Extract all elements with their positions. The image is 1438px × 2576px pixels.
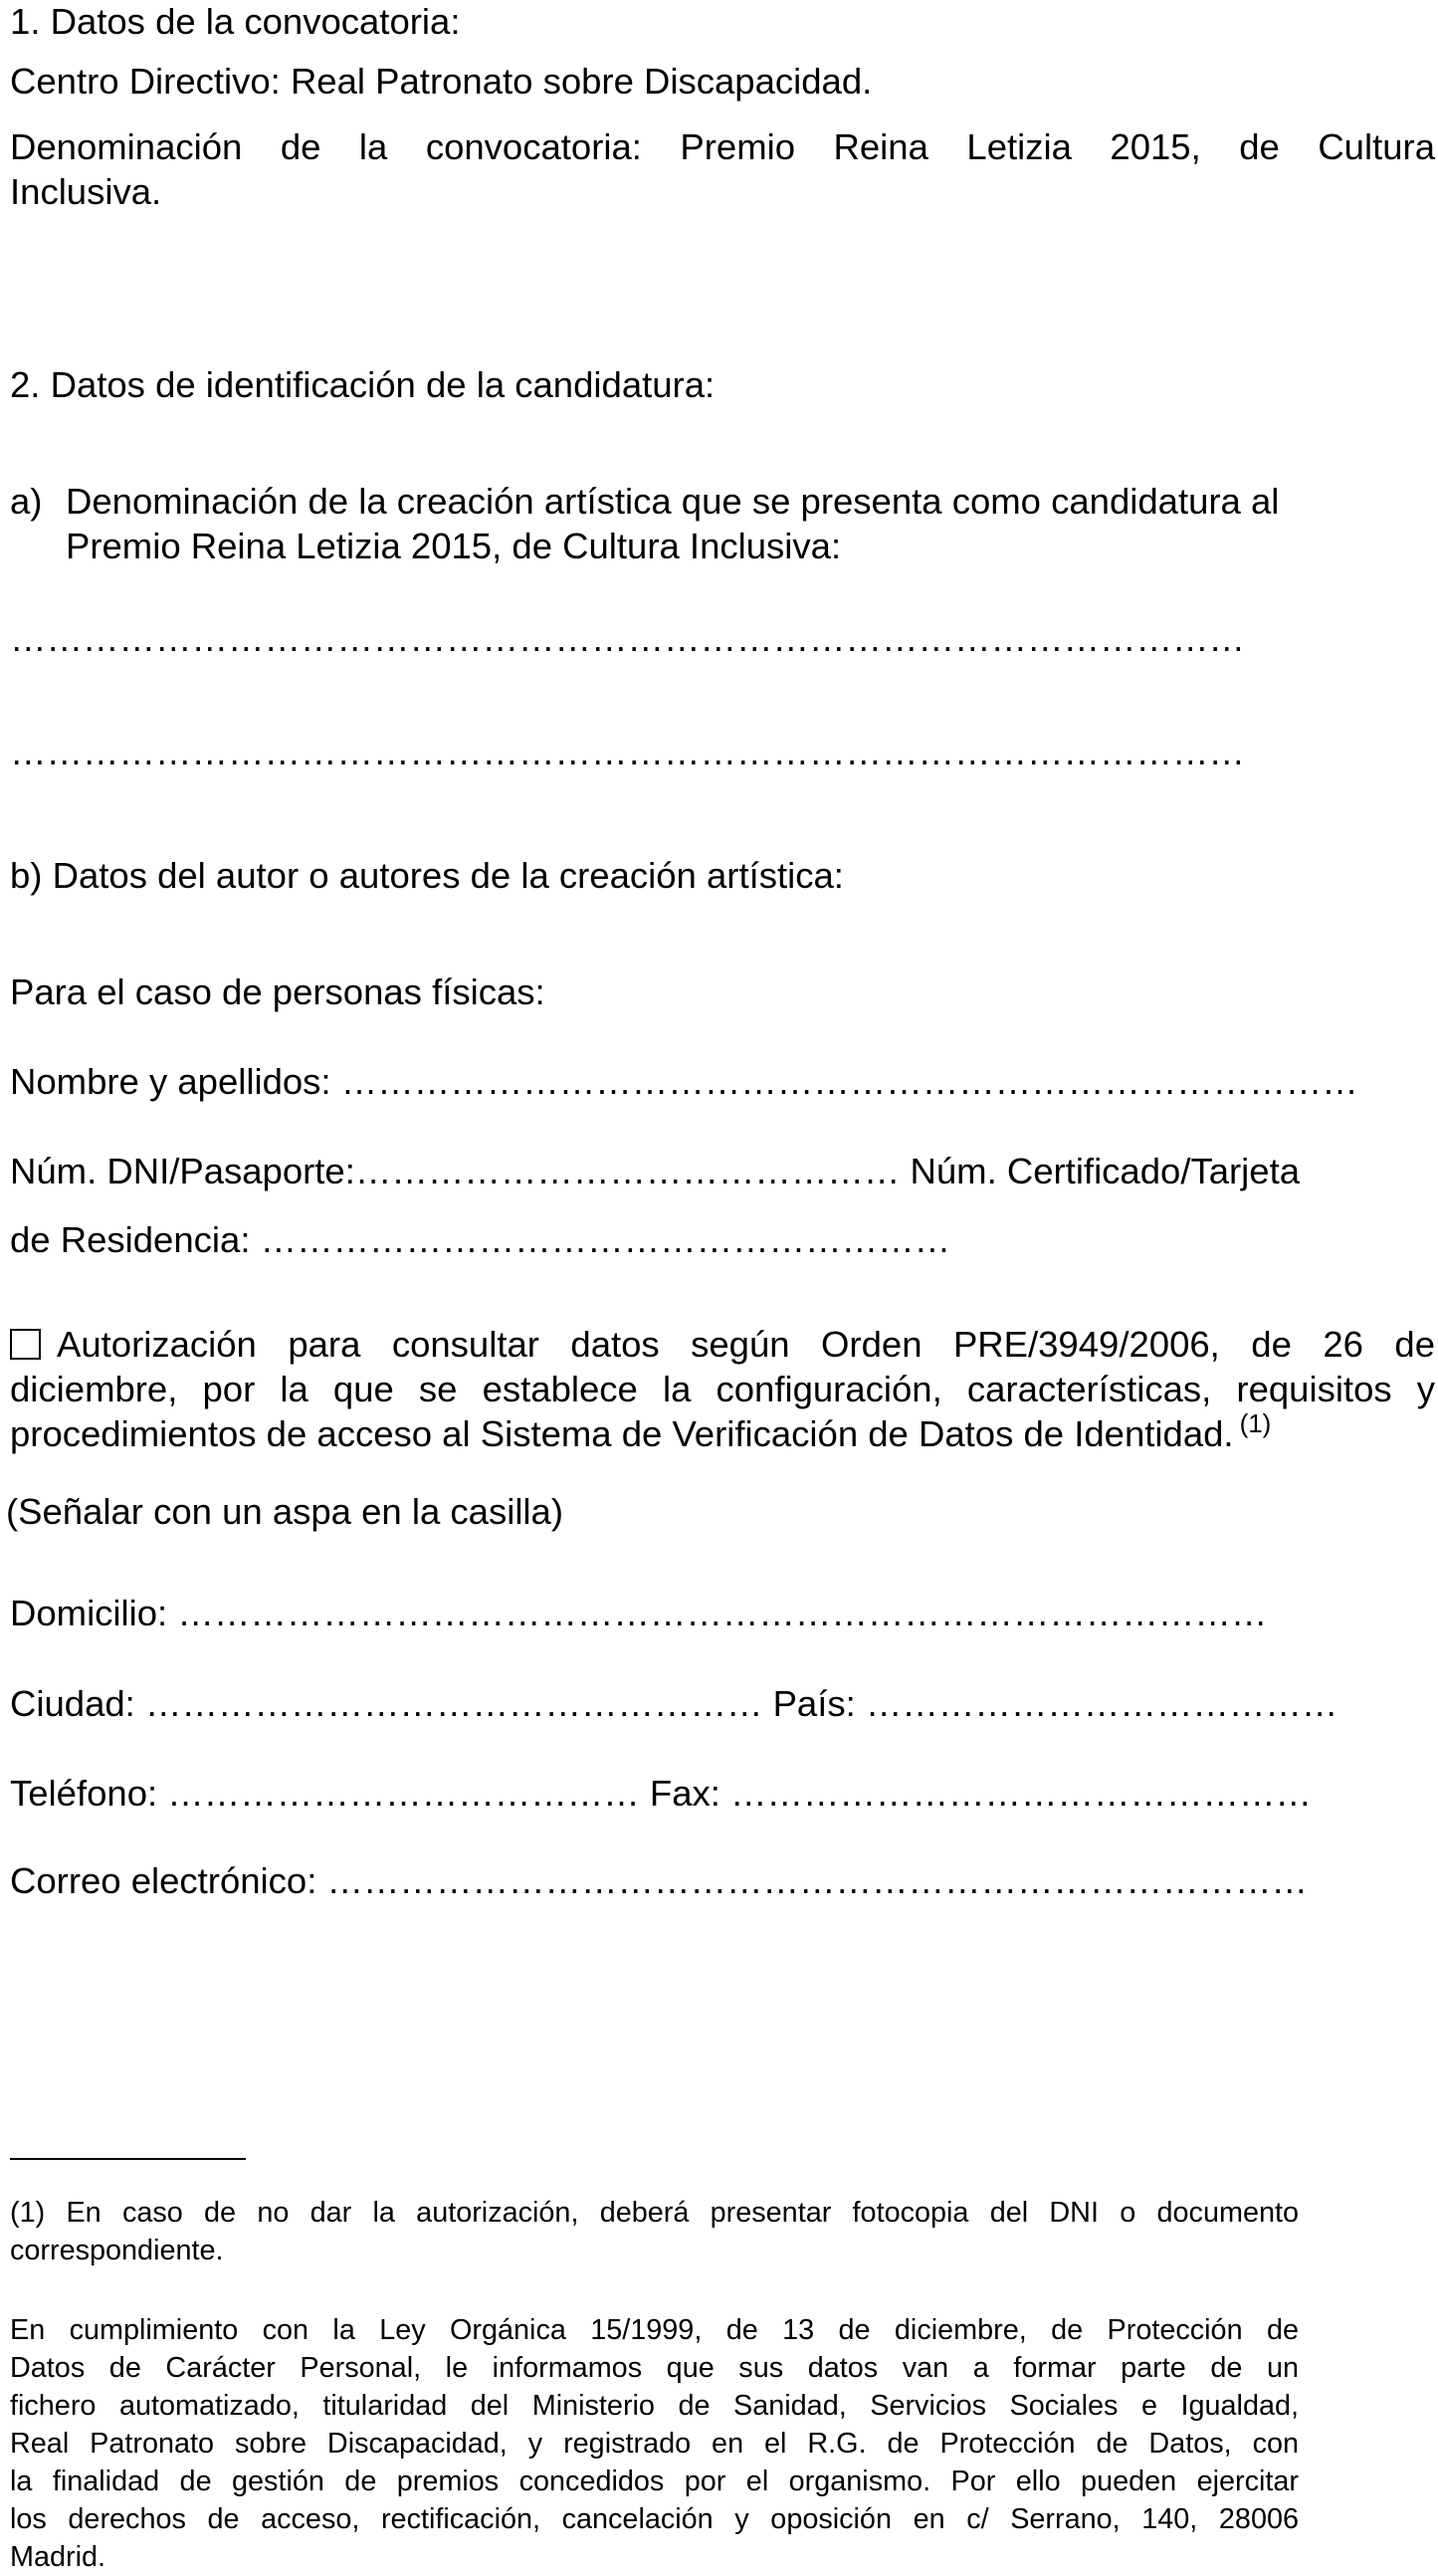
titulo-obra-field-2[interactable]: …………………………………………………………………………………………	[10, 732, 1245, 772]
personas-fisicas-label: Para el caso de personas físicas:	[10, 971, 545, 1012]
footnote-ref-1[interactable]: (1)	[1239, 1408, 1272, 1438]
privacy-line: fichero automatizado, titularidad del Ministerio de Sanidad, Servicios Sociales e Igualdad,	[10, 2390, 1299, 2422]
autorizacion-line-3	[10, 1408, 1435, 1456]
autorizacion-text-1: Autorización para consultar datos según Orden PRE/3949/2006, de 26 de	[57, 1324, 1435, 1365]
privacy-line: Madrid.	[10, 2541, 106, 2573]
titulo-obra-field-1[interactable]: …………………………………………………………………………………………	[10, 618, 1245, 659]
denominacion-line-2: Inclusiva.	[10, 171, 162, 212]
privacy-line: Datos de Carácter Personal, le informamos que sus datos van a formar parte de un	[10, 2352, 1299, 2384]
centro-directivo: Centro Directivo: Real Patronato sobre Discapacidad.	[10, 61, 873, 102]
privacy-line: En cumplimiento con la Ley Orgánica 15/1999, de 13 de diciembre, de Protección de	[10, 2314, 1299, 2346]
autorizacion-line-1	[10, 1322, 1435, 1367]
denominacion-line-1: Denominación de la convocatoria: Premio Reina Letizia 2015, de Cultura	[10, 126, 1435, 167]
nombre-apellidos-field[interactable]: Nombre y apellidos: …………………………………………………………………………	[10, 1061, 1358, 1102]
item-a-line-1: Denominación de la creación artística que se presenta como candidatura al	[66, 481, 1280, 522]
residencia-field[interactable]: de Residencia: …………………………………………………	[10, 1219, 951, 1260]
item-a-line-2: Premio Reina Letizia 2015, de Cultura Inclusiva:	[66, 526, 842, 566]
correo-field[interactable]: Correo electrónico: ………………………………………………………………………	[10, 1860, 1309, 1901]
privacy-line: los derechos de acceso, rectificación, cancelación y oposición en c/ Serrano, 140, 28006	[10, 2503, 1299, 2535]
autorizacion-text-3: procedimientos de acceso al Sistema de Verificación de Datos de Identidad.	[10, 1413, 1234, 1454]
dni-certificado-field[interactable]: Núm. DNI/Pasaporte:……………………………………… Núm. Certificado/Tarjeta	[10, 1151, 1301, 1191]
autorizacion-checkbox[interactable]	[10, 1329, 41, 1360]
senalar-instruction: (Señalar con un aspa en la casilla)	[6, 1491, 563, 1532]
autorizacion-block	[10, 1322, 1435, 1456]
footnote-1-line-1: (1) En caso de no dar la autorización, deberá presentar fotocopia del DNI o documento	[10, 2197, 1299, 2229]
autorizacion-line-2: diciembre, por la que se establece la configuración, características, requisitos y	[10, 1369, 1435, 1409]
privacy-notice	[10, 2311, 1299, 2576]
item-b-heading: b) Datos del autor o autores de la creación artística:	[10, 855, 844, 896]
item-a-marker: a)	[10, 481, 43, 522]
domicilio-field[interactable]: Domicilio: ………………………………………………………………………………	[10, 1593, 1268, 1633]
footnote-1	[10, 2194, 1299, 2269]
privacy-line: la finalidad de gestión de premios concedidos por el organismo. Por ello pueden ejercitar	[10, 2466, 1299, 2497]
section1-heading: 1. Datos de la convocatoria:	[10, 1, 461, 42]
section2-heading: 2. Datos de identificación de la candidatura:	[10, 364, 716, 405]
ciudad-pais-field[interactable]: Ciudad: …………………………………………… País: …………………………………	[10, 1683, 1338, 1724]
footnote-separator	[10, 2158, 246, 2160]
privacy-line: Real Patronato sobre Discapacidad, y registrado en el R.G. de Protección de Datos, con	[10, 2428, 1299, 2460]
footnote-1-line-2: correspondiente.	[10, 2235, 224, 2266]
telefono-fax-field[interactable]: Teléfono: ………………………………… Fax: …………………………………………	[10, 1773, 1313, 1814]
denominacion-convocatoria	[10, 124, 1435, 214]
